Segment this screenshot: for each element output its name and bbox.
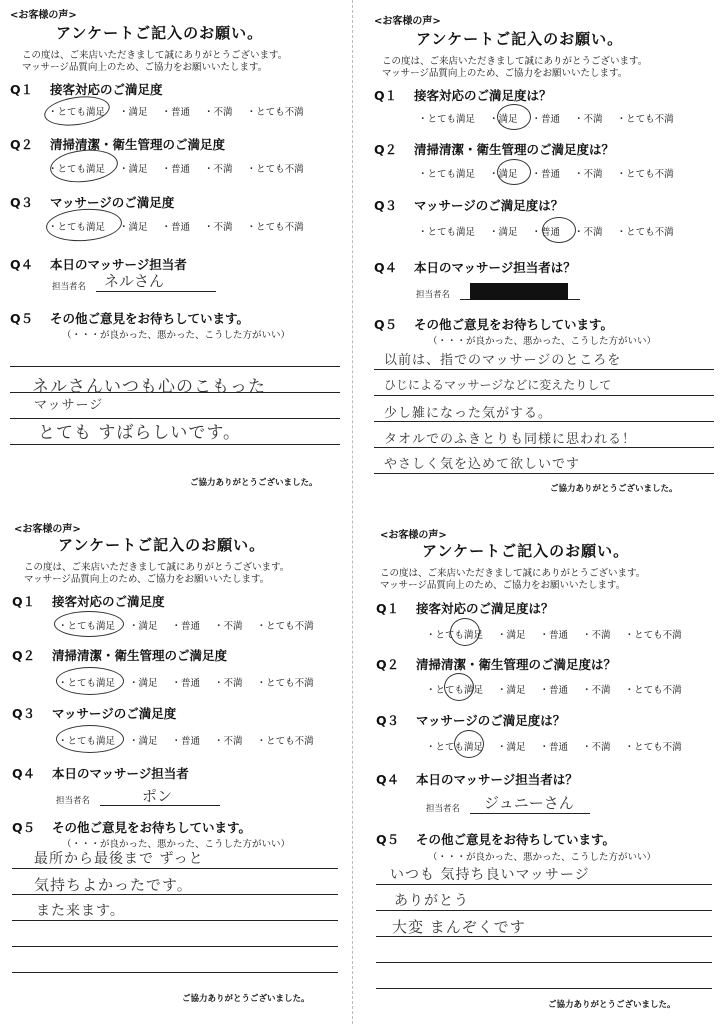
comment-handwritten: 最所から最後まで ずっと [34,851,204,867]
q3-options: ・とても満足 ・満足 ・普通 ・不満 ・とても不満 [426,742,682,753]
q2-answer-circle [444,673,474,701]
comment-handwritten: 少し雑になった気がする。 [384,406,553,421]
intro-line-2: マッサージ品質向上のため、ご協力をお願いいたします。 [380,580,626,591]
q2-options: ・とても満足 ・満足 ・普通 ・不満 ・とても不満 [418,169,674,180]
comment-line [12,946,338,947]
q3-answer-circle [454,730,484,758]
comment-handwritten: 気持ちよかったです。 [34,876,193,894]
question-3: Q３ マッサージのご満足度 [12,706,177,721]
thanks-text: ご協力ありがとうございました。 [548,1000,676,1010]
staff-name-field: 担当者名 [52,280,86,292]
intro-line-1: この度は、ご来店いただきまして誠にありがとうございます。 [382,56,648,67]
q2-answer-circle [497,159,531,185]
q2-options: ・とても満足 ・満足 ・普通 ・不満 ・とても不満 [426,685,682,696]
comment-handwritten: ネルさんいつも心のこもった [32,377,266,397]
comment-line [376,962,712,963]
sheet-title: アンケートご記入のお願い。 [56,24,264,42]
question-2: Q２ 清掃清潔・衛生管理のご満足度 [10,137,226,152]
question-2: Q２ 清掃清潔・衛生管理のご満足度 [12,648,228,663]
question-4: Q４ 本日のマッサージ担当者は？ [374,260,576,275]
comment-handwritten: いつも 気持ち良いマッサージ [390,867,590,883]
question-1: Q１ 接客対応のご満足度は？ [376,601,554,616]
q5-subtext: （・・・が良かった、悪かった、こうした方がいい） [62,839,291,850]
q3-options: ・とても満足 ・満足 ・普通 ・不満 ・とても不満 [418,227,674,238]
q1-options: ・とても満足 ・満足 ・普通 ・不満 ・とても不満 [58,621,314,632]
q3-answer-circle [56,725,124,753]
comment-handwritten: タオルでのふきとりも同様に思われる！ [384,432,637,447]
intro-line-2: マッサージ品質向上のため、ご協力をお願いいたします。 [24,574,270,585]
comment-handwritten: やさしく気を込めて欲しいです [384,457,581,472]
question-1: Q１ 接客対応のご満足度 [12,594,165,609]
comment-line [374,395,714,396]
intro-line-1: この度は、ご来店いただきまして誠にありがとうございます。 [380,568,646,579]
sheet-tag: <お客様の声> [14,524,81,535]
comment-line [10,444,340,445]
intro-line-1: この度は、ご来店いただきまして誠にありがとうございます。 [24,562,290,573]
q3-options: ・とても満足 ・満足 ・普通 ・不満 ・とても不満 [58,736,314,747]
q2-answer-circle [56,667,124,695]
staff-name-handwritten: ネルさん [104,272,165,290]
staff-name-handwritten: ポン [142,787,173,805]
comment-line [12,972,338,973]
q5-subtext: （・・・が良かった、悪かった、こうした方がいい） [428,336,657,347]
q2-options: ・とても満足 ・満足 ・普通 ・不満 ・とても不満 [58,678,314,689]
q2-options: ・とても満足 ・満足 ・普通 ・不満 ・とても不満 [48,164,304,175]
q5-subtext: （・・・が良かった、悪かった、こうした方がいい） [428,852,657,863]
q3-options: ・とても満足 ・満足 ・普通 ・不満 ・とても不満 [48,222,304,233]
q1-answer-circle [54,611,124,637]
question-5: Q５ その他ご意見をお待ちしています。 [376,832,616,847]
comment-handwritten: 以前は、指でのマッサージのところを [384,353,622,368]
question-3: Q３ マッサージのご満足度 [10,195,175,210]
question-5: Q５ その他ご意見をお待ちしています。 [10,311,250,326]
comment-line [376,884,712,885]
comment-line [374,421,714,422]
question-4: Q４ 本日のマッサージ担当者 [10,257,187,272]
comment-line [374,447,714,448]
question-5: Q５ その他ご意見をお待ちしています。 [12,820,252,835]
intro-line-2: マッサージ品質向上のため、ご協力をお願いいたします。 [22,62,268,73]
q1-answer-circle [42,93,111,130]
fold-line [352,0,353,1024]
staff-name-field: 担当者名 [426,802,460,814]
question-4: Q４ 本日のマッサージ担当者 [12,766,189,781]
staff-name-field: 担当者名 [56,794,90,806]
staff-name-redaction [470,283,568,300]
survey-sheet-2 [360,0,724,505]
staff-name-field: 担当者名 [416,288,450,300]
comment-line [374,473,714,474]
q3-answer-circle [542,217,576,243]
comment-line [376,988,712,989]
question-2: Q２ 清掃清潔・衛生管理のご満足度は？ [376,657,617,672]
question-4: Q４ 本日のマッサージ担当者は？ [376,772,578,787]
thanks-text: ご協力ありがとうございました。 [550,484,678,494]
q1-answer-circle [450,618,480,646]
question-1: Q１ 接客対応のご満足度 [10,82,163,97]
thanks-text: ご協力ありがとうございました。 [190,478,318,488]
comment-line [376,910,712,911]
question-2: Q２ 清掃清潔・衛生管理のご満足度は？ [374,142,615,157]
sheet-tag: <お客様の声> [10,10,77,21]
q1-answer-circle [497,104,531,130]
q1-options: ・とても満足 ・満足 ・普通 ・不満 ・とても不満 [48,107,304,118]
question-3: Q３ マッサージのご満足度は？ [376,713,566,728]
comment-handwritten: マッサージ [34,398,104,413]
comment-line [10,366,340,367]
staff-name-handwritten: ジュニーさん [484,794,574,812]
q5-subtext: （・・・が良かった、悪かった、こうした方がいい） [62,330,291,341]
intro-line-2: マッサージ品質向上のため、ご協力をお願いいたします。 [382,68,628,79]
question-3: Q３ マッサージのご満足度は？ [374,198,564,213]
sheet-tag: <お客様の声> [380,530,447,541]
survey-sheet-1 [0,0,352,505]
comment-line [374,369,714,370]
comment-handwritten: また来ます。 [36,903,125,919]
sheet-title: アンケートご記入のお願い。 [58,536,266,554]
question-1: Q１ 接客対応のご満足度は？ [374,88,552,103]
intro-line-1: この度は、ご来店いただきまして誠にありがとうございます。 [22,50,288,61]
sheet-title: アンケートご記入のお願い。 [422,542,630,560]
comment-handwritten: ひじによるマッサージなどに変えたりして [384,378,612,392]
comment-handwritten: ありがとう [394,893,469,909]
q1-options: ・とても満足 ・満足 ・普通 ・不満 ・とても不満 [418,114,674,125]
comment-handwritten: 大変 まんぞくです [392,918,526,936]
comment-line [12,920,338,921]
sheet-title: アンケートご記入のお願い。 [416,30,624,48]
thanks-text: ご協力ありがとうございました。 [182,994,310,1004]
survey-sheet-3 [0,512,352,1024]
q1-options: ・とても満足 ・満足 ・普通 ・不満 ・とても不満 [426,630,682,641]
survey-sheet-4 [360,512,724,1024]
sheet-tag: <お客様の声> [374,16,441,27]
comment-line [12,868,338,869]
comment-handwritten: とても すばらしいです。 [38,423,242,443]
question-5: Q５ その他ご意見をお待ちしています。 [374,317,614,332]
q3-answer-circle [45,206,123,243]
